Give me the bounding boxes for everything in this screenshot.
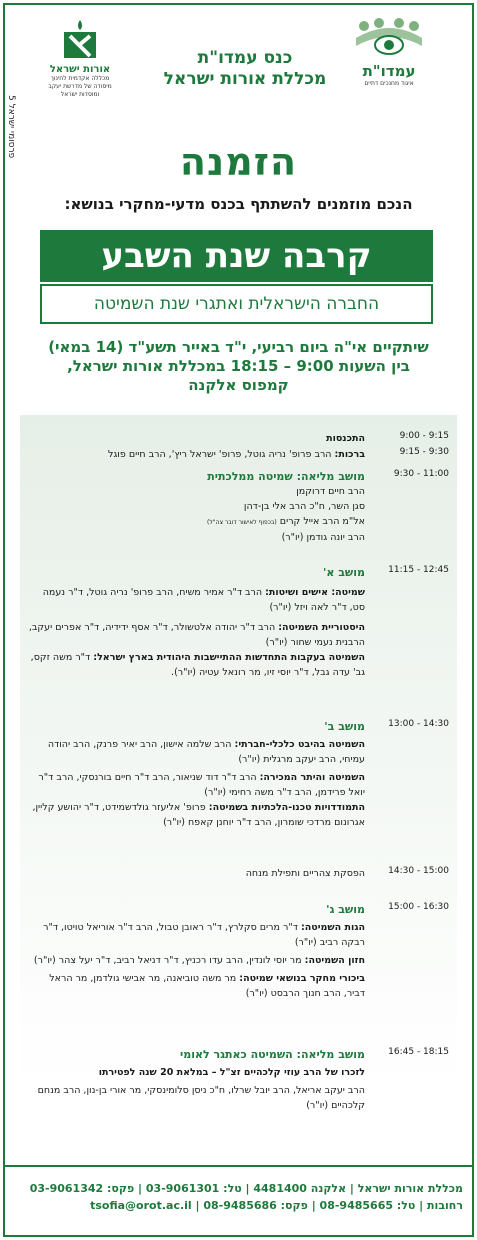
panel-item	[28, 620, 365, 650]
row-text	[28, 447, 365, 462]
panel-item	[28, 920, 365, 950]
intro-text: הנכם מוזמנים להשתתף בכנס מדעי-מחקרי בנושא:	[64, 195, 413, 213]
people-eye-icon	[354, 18, 424, 58]
panel-speakers: ד"ר משה זקס, גב' עדה גבל, ד"ר יוסי זיו, מר רונאל עטיה (יו"ר).	[30, 652, 365, 678]
panel-speakers: פרופ' אליעזר גולדשמידט, ד"ר יהושע קליין, אגרונום מרדכי שומרון, הרב ד"ר יוחנן קאפח (יו"ר)	[32, 802, 365, 828]
session-title: מושב ב'	[324, 720, 365, 733]
footer-line2: רחובות | טל: 08-9485665 | פקס: 08-9485686 | tsofia@orot.ac.il	[90, 1199, 463, 1212]
amadot-logo	[349, 18, 429, 88]
row-text	[28, 565, 365, 680]
panel-speakers: הרב שלמה אישון, הרב יאיר פרנק, הרב יהודה עמיחי, הרב יעקב מרגלית (יו"ר)	[47, 739, 365, 765]
topic-banner: קרבה שנת השבע	[40, 230, 433, 282]
session-title: מושב מליאה: השמיטה כאתגר לאומי	[180, 1048, 365, 1061]
event-hours: בין השעות 9:00 – 18:15 במכללת אורות ישראל,	[67, 357, 410, 375]
panel-label: השמיטה בעקבות התחדשות ההתיישבות היהודית בארץ ישראל:	[93, 652, 365, 663]
speaker: סגן השר, ח"כ הרב אלי בן-דהן	[243, 501, 365, 512]
row-text	[28, 719, 365, 830]
panel-label: התמודדויות טכנו-הלכתיות בשמיטה:	[208, 802, 365, 813]
row-time: 9:30 - 11:00	[393, 469, 449, 479]
row-text	[28, 469, 365, 545]
program-panel	[20, 415, 457, 1111]
memorial-line: לזכרו של הרב עוזי קלכהיים זצ"ל – במלאת 20 שנה לפטירתו	[98, 1067, 365, 1078]
event-details	[20, 338, 457, 395]
orot-emblem-icon	[60, 18, 100, 60]
row-time: 9:00 - 9:15	[399, 431, 449, 441]
row-time: 13:00 - 14:30	[388, 719, 449, 729]
speaker-note: (בכפוף לאישור דובר צה"ל)	[207, 519, 277, 526]
panel-label: ביכורי מחקר בנושאי שמיטה:	[239, 973, 365, 984]
panel-item	[28, 650, 365, 680]
row-text: התכנסות	[326, 433, 365, 444]
session-title: מושב ג'	[326, 903, 365, 916]
panel-item	[28, 800, 365, 830]
panel-speakers: הרב יעקב אריאל, הרב יובל שרלו, ח"כ ניסן סלומינסקי, מר אורי בן-נון, הרב מנחם קלכהיים (יו"ר)	[37, 1085, 365, 1111]
left-brand: אורות ישראל	[49, 64, 111, 75]
row-text	[28, 902, 365, 1001]
left-brand-sub1: מכללה אקדמית לחינוך	[50, 75, 110, 82]
row-time: 16:45 - 18:15	[388, 1047, 449, 1057]
speaker: הרב יונה גודמן (יו"ר)	[281, 532, 365, 543]
panel-item	[28, 585, 365, 615]
session-title: מושב מליאה: שמיטה ממלכתית	[207, 470, 365, 483]
header	[10, 10, 467, 105]
row-speakers: הרב פרופ' נריה גוטל, פרופ' ישראל ריץ', הרב חיים פוגל	[107, 449, 332, 460]
panel-label: השמיטה והיתר המכירה:	[259, 772, 365, 783]
orot-logo	[40, 18, 120, 99]
header-title	[160, 48, 330, 90]
panel-label: השמיטה בהיבט כלכלי-חברתי:	[234, 739, 365, 750]
event-date: שיתקיים אי"ה ביום רביעי, י"ד באייר תשע"ד (14 במאי)	[48, 338, 429, 356]
panel-speakers: מר יוסי לונדין, הרב עדו רכניץ, ד"ר דניאל רביב, ד"ר יעל צהר (יו"ר)	[33, 955, 302, 966]
row-time: 15:00 - 16:30	[388, 902, 449, 912]
panel-item	[28, 953, 365, 968]
speaker	[28, 514, 365, 530]
panel-item	[28, 770, 365, 800]
panel-speakers: הרב ד"ר דוד שניאור, הרב ד"ר חיים בורנסקי, הרב ד"ר יואל פרידמן, הרב ד"ר משה רחימי (יו"ר)	[38, 772, 365, 798]
row-time: 11:15 - 12:45	[388, 565, 449, 575]
panel-label: היסטוריית השמיטה:	[278, 622, 365, 633]
left-brand-sub2: מיסודה של מדרשת יעקב ומוסדות ישראל	[48, 83, 112, 98]
row-time: 14:30 - 15:00	[388, 866, 449, 876]
footer-divider	[3, 1165, 474, 1167]
panel-item	[28, 737, 365, 767]
panel-label: חזון השמיטה:	[304, 955, 365, 966]
right-brand: עמדו"ת	[362, 62, 416, 80]
panel-speakers: הרב ד"ר יהודה אלטשולר, ד"ר אסף ידידיה, ד"ר אפרים יעקב, הרבנית נעמי שחור (יו"ר)	[28, 622, 365, 648]
panel-item	[28, 971, 365, 1001]
row-text	[28, 1047, 365, 1113]
footer-contact	[14, 1180, 463, 1214]
footer-line1: מכללת אורות ישראל | אלקנה 4481400 | טל: 03-9061301 | פקס: 03-9061342	[29, 1182, 463, 1195]
session-title: מושב א'	[323, 566, 365, 579]
speaker-name: אל"מ הרב אייל קרים	[279, 516, 365, 527]
panel-label: שמיטה: אישים ושיטות:	[265, 587, 365, 598]
row-label: ברכות:	[334, 449, 365, 460]
side-note: פרסומי ישראל 5	[6, 95, 16, 159]
speaker: הרב חיים דרוקמן	[296, 486, 365, 497]
invitation-title: הזמנה	[179, 140, 298, 184]
event-campus: קמפוס אלקנה	[188, 376, 289, 394]
panel-speakers: ד"ר מרים סקלרץ, ד"ר ראובן טבול, הרב ד"ר אוריאל טויטו, ד"ר רבקה רביב (יו"ר)	[43, 922, 365, 948]
panel-label: הגות השמיטה:	[300, 922, 365, 933]
row-time: 9:15 - 9:30	[399, 447, 449, 457]
row-text: הפסקת צהריים ותפילת מנחה	[245, 868, 365, 879]
header-title-line2: מכללת אורות ישראל	[163, 69, 327, 89]
right-brand-sub: איגוד מחנכים דתיים	[364, 80, 414, 87]
header-title-line1: כנס עמדו"ת	[197, 48, 293, 68]
panel-speakers: מר משה טוביאנה, מר אבישי גולדמן, מר הראל דביר, הרב חנוך הרבסט (יו"ר)	[49, 973, 365, 999]
panel-speakers: הרב ד"ר אמיר משיח, הרב פרופ' נריה גוטל, ד"ר נעמה סט, ד"ר לאה ויזל (יו"ר)	[42, 587, 365, 613]
subtopic-banner: החברה הישראלית ואתגרי שנת השמיטה	[40, 284, 433, 324]
